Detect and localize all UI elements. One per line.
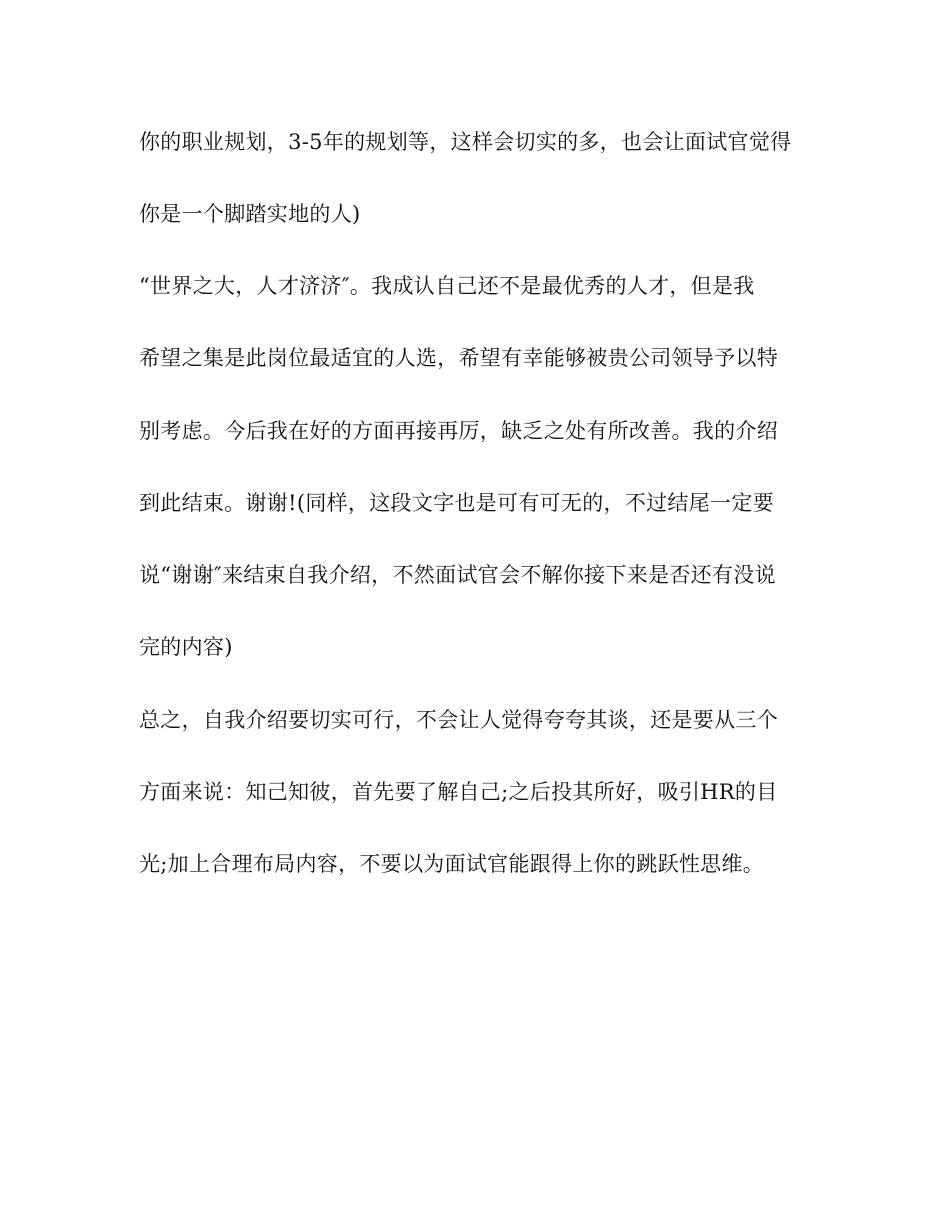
text-line: “世界之大，人才济济″。我成认自己还不是最优秀的人才，但是我 bbox=[139, 274, 755, 298]
text-line: 说“谢谢″来结束自我介绍，不然面试官会不解你接下来是否还有没说 bbox=[139, 563, 776, 587]
text-line: 总之，自我介绍要切实可行，不会让人觉得夸夸其谈，还是要从三个 bbox=[139, 708, 778, 732]
text-line: 完的内容) bbox=[139, 635, 233, 659]
text-line: 方面来说：知己知彼，首先要了解自己;之后投其所好，吸引HR的目 bbox=[139, 780, 778, 804]
text-line: 别考虑。今后我在好的方面再接再厉，缺乏之处有所改善。我的介绍 bbox=[139, 419, 778, 443]
text-line: 希望之集是此岗位最适宜的人选，希望有幸能够被贵公司领导予以特 bbox=[139, 346, 778, 370]
text-line: 你的职业规划，3-5年的规划等，这样会切实的多，也会让面试官觉得 bbox=[139, 130, 792, 154]
text-line: 光;加上合理布局内容，不要以为面试官能跟得上你的跳跃性思维。 bbox=[139, 852, 765, 876]
text-line: 到此结束。谢谢!(同样，这段文字也是可有可无的，不过结尾一定要 bbox=[139, 491, 774, 515]
text-line: 你是一个脚踏实地的人) bbox=[139, 202, 361, 226]
